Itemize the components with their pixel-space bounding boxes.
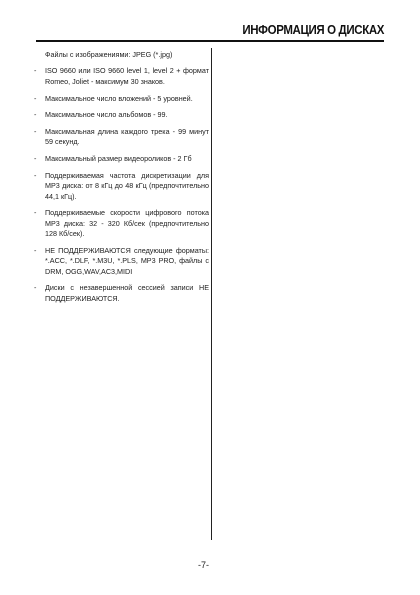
bullet-item <box>34 110 209 120</box>
bullet-item <box>34 127 209 148</box>
bullet-item <box>34 66 209 87</box>
page-header <box>0 0 420 46</box>
bullet-text: Максимальное число вложений - 5 уровней. <box>45 93 193 103</box>
bullet-marker: - <box>34 208 37 218</box>
intro-line: Файлы с изображениями: JPEG (*.jpg) <box>45 50 173 59</box>
bullet-item <box>34 171 209 202</box>
bullet-marker: - <box>34 93 37 103</box>
bullet-text: Максимальная длина каждого трека - 99 минут 59 секунд. <box>45 126 209 147</box>
left-column <box>34 50 209 310</box>
bullet-item <box>34 94 209 104</box>
bullet-text: Поддерживаемые скорости цифрового потока MP3 диска: 32 - 320 Кб/сек (предпочтительно 128 Кб/сек). <box>45 208 209 239</box>
bullet-text: Максимальный размер видеороликов - 2 Гб <box>45 154 192 164</box>
page-number: -7- <box>198 560 209 570</box>
bullet-text: НЕ ПОДДЕРЖИВАЮТСЯ следующие форматы: *.ACC, *.DLF, *.M3U, *.PLS, MP3 PRO, файлы с DRM, OGG,WAV,AC3,MIDI <box>45 245 209 276</box>
bullet-marker: - <box>34 154 37 164</box>
bullet-text: Диски с незавершенной сессией записи НЕ ПОДДЕРЖИВАЮТСЯ. <box>45 283 209 303</box>
bullet-text: Максимальное число альбомов - 99. <box>45 110 168 120</box>
bullet-item <box>34 283 209 304</box>
bullet-text: ISO 9660 или ISO 9660 level 1, level 2 + формат Romeo, Joliet - максимум 30 знаков. <box>45 66 209 86</box>
column-divider <box>211 48 212 540</box>
bullet-list <box>34 66 209 304</box>
bullet-item <box>34 208 209 239</box>
page-title: ИНФОРМАЦИЯ О ДИСКАХ <box>242 23 384 37</box>
bullet-marker: - <box>34 283 37 293</box>
bullet-marker: - <box>34 126 37 136</box>
header-rule <box>36 40 384 42</box>
bullet-marker: - <box>34 110 37 120</box>
bullet-marker: - <box>34 245 37 255</box>
bullet-text: Поддерживаемая частота дискретизации для MP3 диска: от 8 кГц до 48 кГц (предпочтительно 44,1 кГц). <box>45 170 209 201</box>
bullet-item <box>34 246 209 277</box>
bullet-item <box>34 154 209 164</box>
bullet-marker: - <box>34 170 37 180</box>
bullet-marker: - <box>34 66 37 76</box>
